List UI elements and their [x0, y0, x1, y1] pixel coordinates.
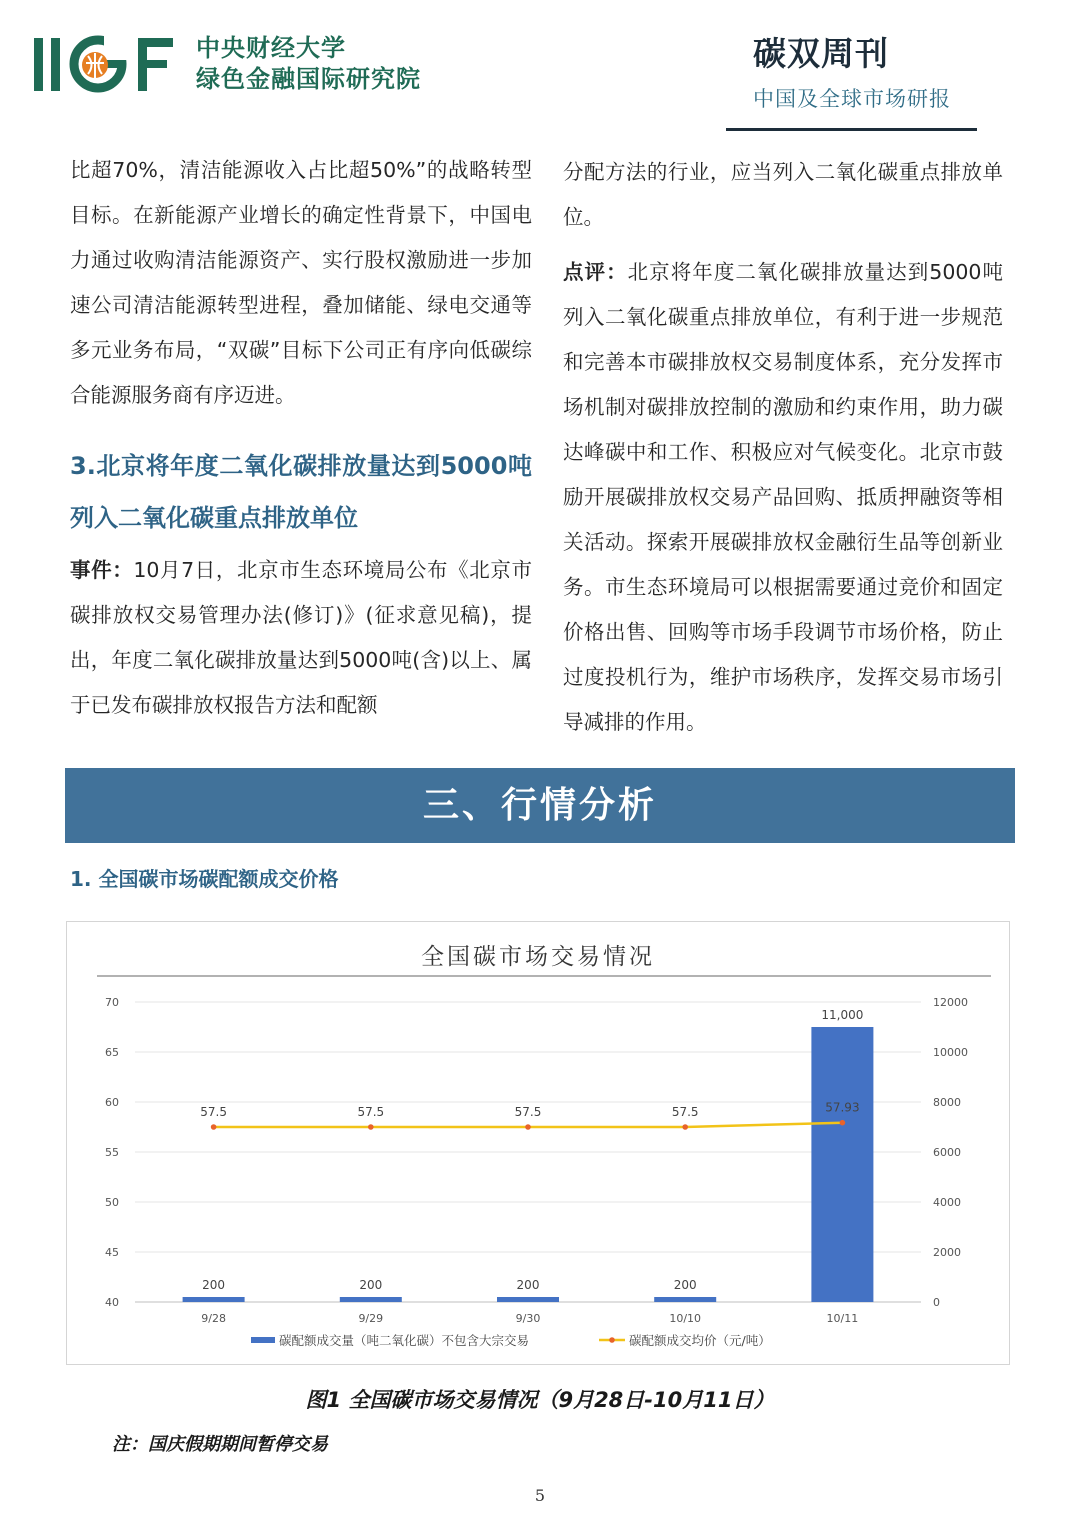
y-right-tick-label: 2000 — [933, 1246, 961, 1259]
volume-bar — [654, 1297, 716, 1302]
section-banner: 三、行情分析 — [65, 768, 1015, 843]
y-left-tick-label: 50 — [105, 1196, 119, 1209]
volume-bar-label: 200 — [202, 1278, 226, 1292]
iigf-logo — [34, 34, 176, 94]
legend-swatch-volume — [251, 1337, 275, 1343]
volume-bar-label: 200 — [516, 1278, 540, 1292]
x-tick-label: 9/30 — [515, 1312, 541, 1325]
header-divider — [726, 128, 977, 131]
y-left-tick-label: 40 — [105, 1296, 119, 1309]
trading-chart — [67, 922, 1009, 1364]
y-left-tick-label: 70 — [105, 996, 119, 1009]
publication-title: 碳双周刊 — [753, 34, 889, 73]
org-name-line2: 绿色金融国际研究院 — [196, 65, 421, 93]
comment-text: 北京将年度二氧化碳排放量达到5000吨列入二氧化碳重点排放单位，有利于进一步规范和完善本市碳排放权交易制度体系，充分发挥市场机制对碳排放控制的激励和约束作用，助力碳达峰碳中和工作、积极应对气候变化。北京市鼓励开展碳排放权交易产品回购、抵质押融资等相关活动。探索开展碳排放权金融衍生品等创新业务。市生态环境局可以根据需要通过竞价和固定价格出售、回购等市场手段调节市场价格，防止过度投机行为，维护市场秩序，发挥交易市场引导减排的作用。 — [563, 260, 1004, 734]
y-left-tick-label: 65 — [105, 1046, 119, 1059]
price-point-label: 57.5 — [200, 1105, 227, 1119]
y-right-tick-label: 10000 — [933, 1046, 968, 1059]
volume-bar-label: 200 — [359, 1278, 383, 1292]
y-left-tick-label: 45 — [105, 1246, 119, 1259]
x-tick-label: 10/11 — [826, 1312, 859, 1325]
publication-subtitle: 中国及全球市场研报 — [753, 87, 951, 111]
price-point-label: 57.5 — [357, 1105, 385, 1119]
volume-bar-label: 200 — [673, 1278, 697, 1292]
page-number: 5 — [534, 1486, 546, 1505]
volume-bar — [340, 1297, 402, 1302]
legend-label-volume: 碳配额成交量（吨二氧化碳）不包含大宗交易 — [279, 1333, 530, 1348]
price-point — [368, 1124, 374, 1130]
publication-brand — [726, 28, 976, 113]
org-name — [196, 33, 421, 95]
price-point — [211, 1124, 217, 1130]
volume-bar-label: 11,000 — [821, 1008, 864, 1022]
legend-label-price: 碳配额成交均价（元/吨） — [629, 1333, 771, 1348]
org-name-line1: 中央财经大学 — [196, 34, 346, 62]
price-point — [525, 1124, 531, 1130]
y-right-tick-label: 8000 — [933, 1096, 961, 1109]
event-text: 10月7日，北京市生态环境局公布《北京市碳排放权交易管理办法(修订)》(征求意见稿)，提出，年度二氧化碳排放量达到5000吨(含)以上、属于已发布碳排放权报告方法和配额 — [70, 558, 532, 717]
legend-marker-price — [609, 1337, 615, 1343]
price-point-label: 57.5 — [671, 1105, 699, 1119]
price-point — [682, 1124, 688, 1130]
x-tick-label: 9/28 — [201, 1312, 226, 1325]
event-label: 事件： — [70, 558, 134, 582]
price-point-label: 57.5 — [514, 1105, 542, 1119]
x-tick-label: 9/29 — [358, 1312, 384, 1325]
comment-paragraph — [563, 250, 1003, 745]
x-tick-label: 10/10 — [669, 1312, 702, 1325]
y-right-tick-label: 6000 — [933, 1146, 961, 1159]
y-right-tick-label: 12000 — [933, 996, 968, 1009]
volume-bar — [183, 1297, 245, 1302]
event-continued: 分配方法的行业，应当列入二氧化碳重点排放单位。 — [563, 160, 1003, 229]
comment-label: 点评： — [563, 260, 628, 284]
paragraph: 比超70%，清洁能源收入占比超50%”的战略转型目标。在新能源产业增长的确定性背景下，中国电力通过收购清洁能源资产、实行股权激励进一步加速公司清洁能源转型进程，叠加储能、绿电交通等多元业务布局，“双碳”目标下公司正有序向低碳综合能源服务商有序迈进。 — [70, 158, 532, 407]
volume-bar — [497, 1297, 559, 1302]
y-left-tick-label: 60 — [105, 1096, 119, 1109]
left-column — [70, 148, 532, 728]
y-left-tick-label: 55 — [105, 1146, 119, 1159]
y-right-tick-label: 0 — [933, 1296, 940, 1309]
subsection-title: 1. 全国碳市场碳配额成交价格 — [70, 867, 339, 891]
price-point — [840, 1120, 846, 1126]
figure-caption: 图1 全国碳市场交易情况（9月28日-10月11日） — [305, 1388, 775, 1412]
section-heading: 3.北京将年度二氧化碳排放量达到5000吨列入二氧化碳重点排放单位 — [70, 452, 532, 532]
y-right-tick-label: 4000 — [933, 1196, 961, 1209]
event-paragraph — [70, 548, 532, 728]
figure-note: 注：国庆假期期间暂停交易 — [112, 1434, 328, 1455]
price-point-label: 57.93 — [825, 1100, 860, 1115]
chart-container — [66, 921, 1010, 1365]
volume-bar — [811, 1027, 873, 1302]
right-column — [563, 150, 1003, 745]
chart-title: 全国碳市场交易情况 — [421, 944, 655, 970]
